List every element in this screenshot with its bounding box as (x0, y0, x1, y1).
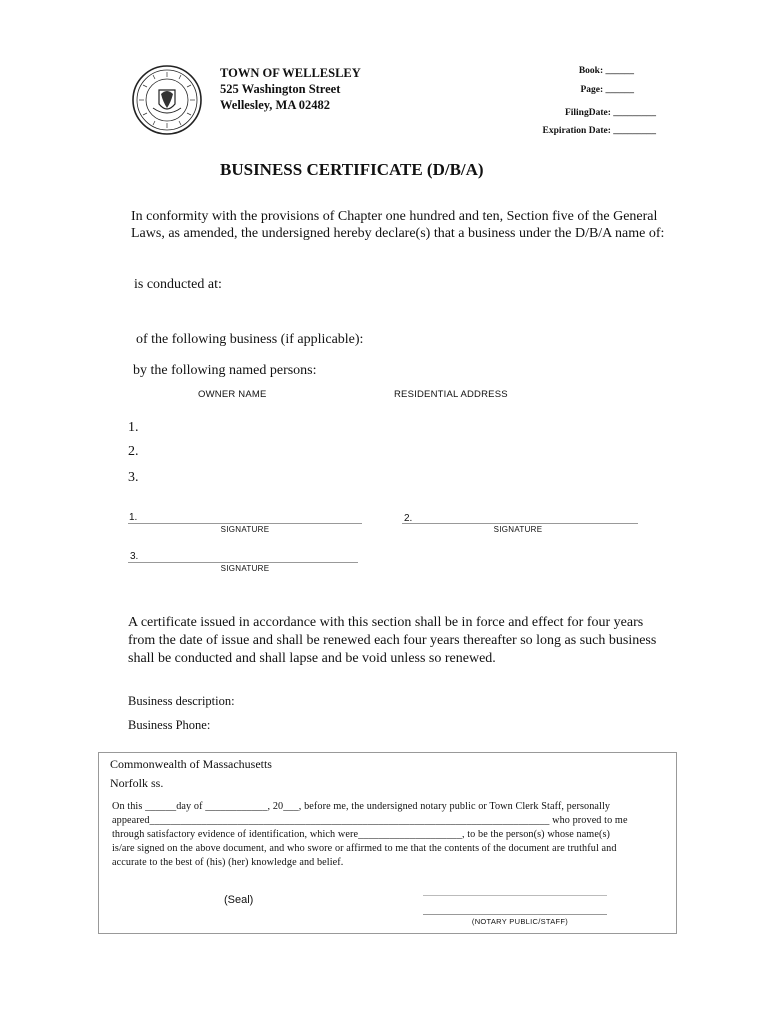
town-name: TOWN OF WELLESLEY (220, 66, 361, 80)
county-label: Norfolk ss. (110, 776, 164, 790)
intro-line-1: In conformity with the provisions of Chapter one hundred and ten, Section five of the General (131, 209, 658, 224)
book-field[interactable]: Book: ______ (578, 66, 634, 76)
signature-2-line[interactable] (402, 523, 638, 524)
signature-1-caption: SIGNATURE (220, 525, 270, 534)
page-title: BUSINESS CERTIFICATE (D/B/A) (220, 160, 484, 179)
owner-row-1[interactable]: 1. (128, 420, 139, 435)
notary-line-top[interactable] (423, 895, 607, 896)
page-field[interactable]: Page: ______ (580, 85, 634, 95)
town-city: Wellesley, MA 02482 (220, 98, 331, 112)
signature-3-line[interactable] (128, 562, 358, 563)
business-description-label: Business description: (128, 694, 235, 708)
business-phone-label: Business Phone: (128, 718, 211, 732)
owner-row-2[interactable]: 2. (128, 444, 139, 459)
validity-line-2: from the date of issue and shall be renewed each four years thereafter so long as such business (128, 633, 657, 648)
named-persons-label: by the following named persons: (133, 363, 317, 378)
following-business-label: of the following business (if applicable): (136, 332, 364, 347)
notary-line-4: is/are signed on the above document, and who swore or affirmed to me that the contents of the document are truthful and (112, 843, 617, 854)
signature-1-number: 1. (129, 512, 138, 523)
validity-line-1: A certificate issued in accordance with this section shall be in force and effect for four years (128, 615, 644, 630)
notary-staff-caption: (NOTARY PUBLIC/STAFF) (471, 917, 569, 926)
signature-1-line[interactable] (128, 523, 362, 524)
town-seal-icon (131, 64, 203, 136)
notary-line-2: appeared_____________________________________________________________________________ who proved to me (112, 815, 628, 826)
town-street: 525 Washington Street (220, 82, 341, 96)
commonwealth-label: Commonwealth of Massachusetts (110, 757, 272, 771)
owner-name-column-header: OWNER NAME (198, 389, 267, 400)
seal-label: (Seal) (224, 894, 254, 906)
notary-line-1: On this ______day of ____________, 20___, before me, the undersigned notary public or Town Clerk Staff, personally (112, 801, 611, 812)
notary-signature-line[interactable] (423, 914, 607, 915)
owner-row-3[interactable]: 3. (128, 470, 139, 485)
validity-line-3: shall be conducted and shall lapse and be void unless so renewed. (128, 651, 496, 666)
signature-3-number: 3. (130, 551, 139, 562)
notary-line-3: through satisfactory evidence of identification, which were____________________, to be the person(s) whose name(s) (112, 829, 611, 840)
intro-line-2: Laws, as amended, the undersigned hereby declare(s) that a business under the D/B/A name of: (131, 226, 665, 241)
signature-2-number: 2. (404, 513, 413, 524)
notary-line-5: accurate to the best of (his) (her) knowledge and belief. (112, 857, 344, 868)
expiration-date-field[interactable]: Expiration Date: _________ (542, 126, 656, 136)
residential-address-column-header: RESIDENTIAL ADDRESS (394, 389, 508, 400)
filing-date-field[interactable]: FilingDate: _________ (564, 108, 656, 118)
conducted-at-label: is conducted at: (134, 277, 222, 292)
signature-2-caption: SIGNATURE (493, 525, 543, 534)
signature-3-caption: SIGNATURE (220, 564, 270, 573)
